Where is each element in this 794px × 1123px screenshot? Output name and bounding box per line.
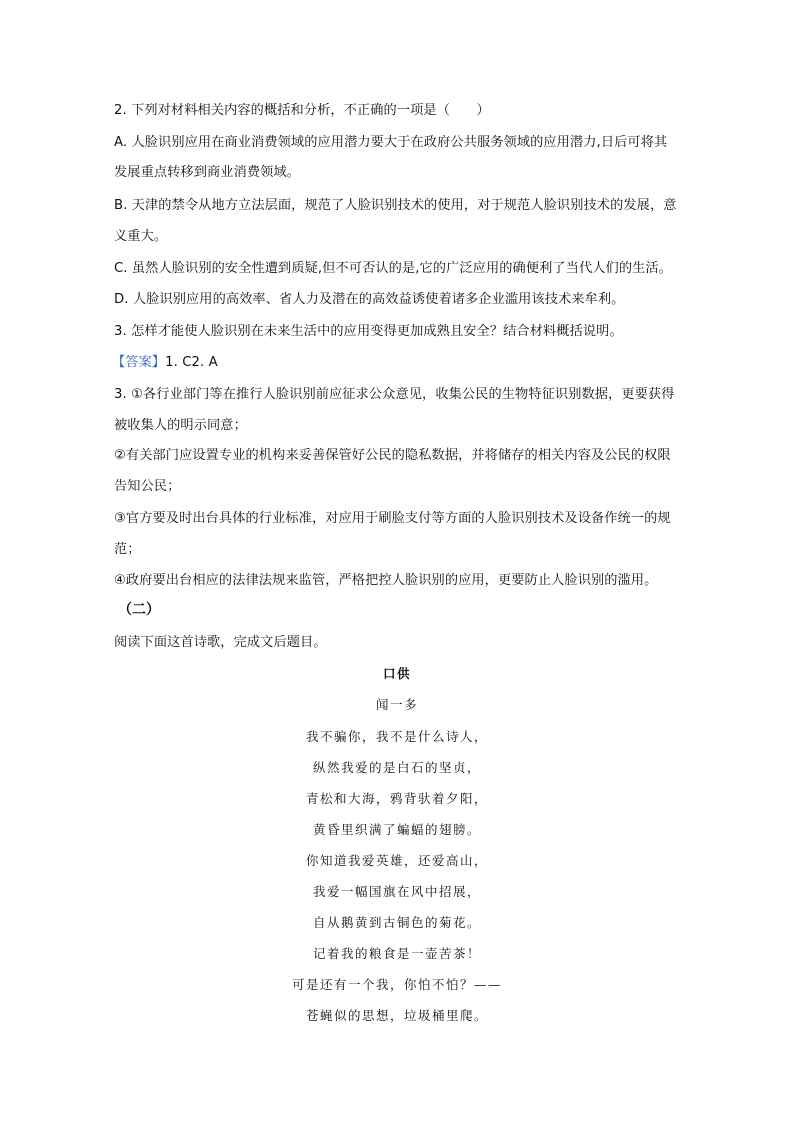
answer-line xyxy=(112,353,700,373)
poem-line: 自从鹅黄到古铜色的菊花。 xyxy=(312,915,481,930)
section-instruction: 阅读下面这首诗歌，完成文后题目。 xyxy=(114,635,327,650)
poem-author: 闻一多 xyxy=(375,697,418,712)
poem-line: 黄昏里织满了蝙蝠的翅膀。 xyxy=(312,822,481,837)
poem-line: 青松和大海，鸦背驮着夕阳， xyxy=(305,791,488,806)
answer-3-line-4: 告知公民； xyxy=(114,479,181,494)
option-a-line-2: 发展重点转移到商业消费领域。 xyxy=(114,165,301,180)
answer-3-line-3: ②有关部门应设置专业的机构来妥善保管好公民的隐私数据，并将储存的相关内容及公民的权限 xyxy=(114,448,671,463)
answer-3-line-1: 3. ①各行业部门等在推行人脸识别前应征求公众意见，收集公民的生物特征识别数据，更要获得 xyxy=(114,387,675,402)
answer-3-line-2: 被收集人的明示同意； xyxy=(114,418,247,433)
answer-tag: 【答案】 xyxy=(112,355,166,370)
option-d: D. 人脸识别应用的高效率、省人力及潜在的高效益诱使着诸多企业滥用该技术来牟利。 xyxy=(114,292,625,307)
option-b-line-2: 义重大。 xyxy=(114,229,168,244)
answer-text: 1. C2. A xyxy=(165,355,218,370)
poem-line: 我爱一幅国旗在风中招展， xyxy=(312,884,481,899)
section-heading: （二） xyxy=(118,602,160,618)
poem-line: 记着我的粮食是一壶苦茶！ xyxy=(312,946,481,961)
poem-line: 纵然我爱的是白石的坚贞， xyxy=(312,760,481,775)
answer-3-line-7: ④政府要出台相应的法律法规来监管，严格把控人脸识别的应用，更要防止人脸识别的滥用。 xyxy=(114,573,658,588)
poem-line: 苍蝇似的思想，垃圾桶里爬。 xyxy=(305,1008,488,1023)
poem-line: 你知道我爱英雄，还爱高山， xyxy=(305,853,488,868)
poem-line: 我不骗你，我不是什么诗人， xyxy=(305,729,488,744)
option-c: C. 虽然人脸识别的安全性遭到质疑,但不可否认的是,它的广泛应用的确便利了当代人们的生活。 xyxy=(114,261,672,276)
answer-3-line-6: 范； xyxy=(114,542,141,557)
option-a-line-1: A. 人脸识别应用在商业消费领域的应用潜力要大于在政府公共服务领域的应用潜力,日后可将其 xyxy=(114,135,668,150)
question-2-stem: 2. 下列对材料相关内容的概括和分析，不正确的一项是（ ） xyxy=(114,103,490,118)
option-b-line-1: B. 天津的禁令从地方立法层面，规范了人脸识别技术的使用，对于规范人脸识别技术的发展，意 xyxy=(114,198,677,213)
question-3-stem: 3. 怎样才能使人脸识别在未来生活中的应用变得更加成熟且安全？结合材料概括说明。 xyxy=(114,324,623,339)
answer-3-line-5: ③官方要及时出台具体的行业标准，对应用于刷脸支付等方面的人脸识别技术及设备作统一的规 xyxy=(114,511,671,526)
poem-title: 口供 xyxy=(382,666,411,681)
poem-line: 可是还有一个我，你怕不怕？—— xyxy=(291,977,502,992)
